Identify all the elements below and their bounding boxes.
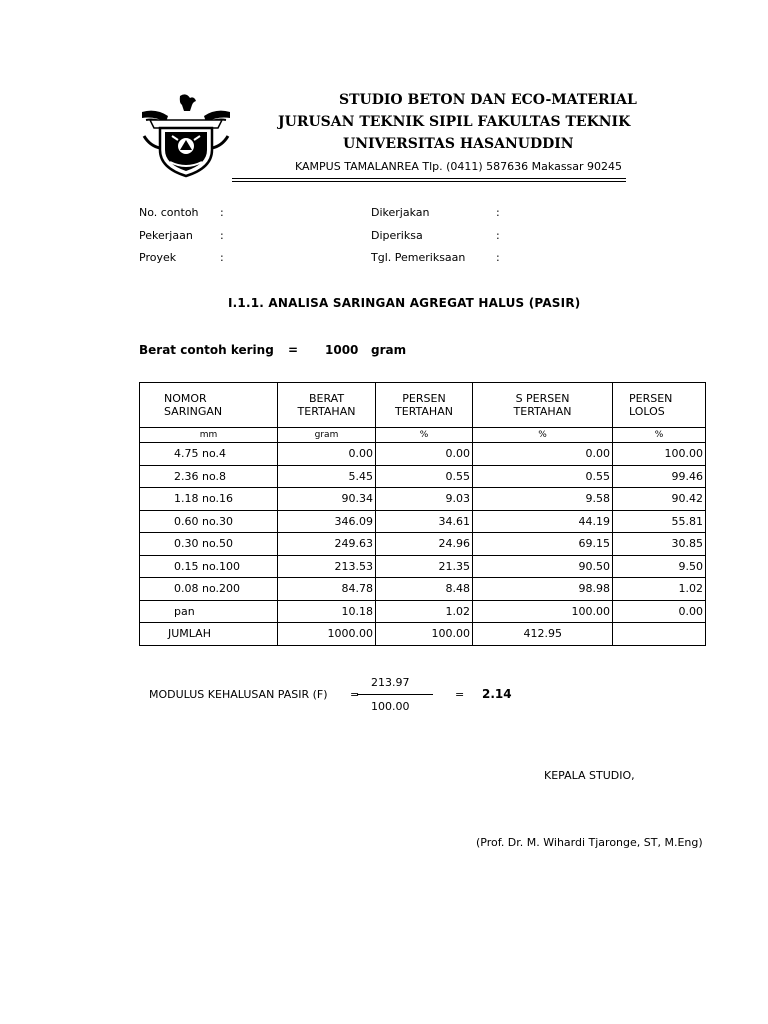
- table-row: [140, 578, 706, 601]
- fineness-modulus-result: 2.14: [482, 687, 512, 701]
- data-cell: 98.98: [473, 578, 613, 601]
- fraction-line: [357, 694, 433, 695]
- table-row: [140, 555, 706, 578]
- data-cell: 9.03: [376, 488, 473, 511]
- data-cell: 5.45: [278, 465, 376, 488]
- signature-name: (Prof. Dr. M. Wihardi Tjaronge, ST, M.Eng): [476, 836, 703, 849]
- table-units-row: [140, 428, 706, 443]
- sieve-analysis-table: [139, 382, 706, 646]
- unit-cell: mm: [140, 428, 278, 443]
- formula-denominator: 100.00: [371, 700, 410, 713]
- header-cell: BERAT TERTAHAN: [278, 383, 376, 428]
- data-cell: 0.55: [473, 465, 613, 488]
- data-cell: 44.19: [473, 510, 613, 533]
- total-cell: 100.00: [376, 623, 473, 646]
- fineness-modulus-label: MODULUS KEHALUSAN PASIR (F): [149, 688, 328, 701]
- field-label-diperiksa: Diperiksa: [371, 229, 423, 242]
- department-name: JURUSAN TEKNIK SIPIL FAKULTAS TEKNIK: [278, 114, 631, 130]
- data-cell: 213.53: [278, 555, 376, 578]
- data-cell: 55.81: [613, 510, 706, 533]
- data-cell: 9.58: [473, 488, 613, 511]
- data-cell: 8.48: [376, 578, 473, 601]
- field-sep: :: [220, 251, 224, 264]
- data-cell: 10.18: [278, 600, 376, 623]
- header-rule: [232, 178, 626, 179]
- total-label-cell: JUMLAH: [140, 623, 278, 646]
- field-label-tgl-pemeriksaan: Tgl. Pemeriksaan: [371, 251, 466, 264]
- sieve-size-cell: 0.30 no.50: [140, 533, 278, 556]
- data-cell: 90.42: [613, 488, 706, 511]
- field-label-dikerjakan: Dikerjakan: [371, 206, 430, 219]
- data-cell: 0.55: [376, 465, 473, 488]
- data-cell: 0.00: [613, 600, 706, 623]
- data-cell: 1.02: [613, 578, 706, 601]
- data-cell: 346.09: [278, 510, 376, 533]
- table-header-row: [140, 383, 706, 428]
- data-cell: 0.00: [473, 443, 613, 466]
- sample-weight-eq: =: [288, 343, 299, 357]
- data-cell: 30.85: [613, 533, 706, 556]
- unit-cell: %: [473, 428, 613, 443]
- sample-weight-value: 1000: [325, 343, 359, 357]
- data-cell: 84.78: [278, 578, 376, 601]
- header-cell: PERSEN TERTAHAN: [376, 383, 473, 428]
- sieve-size-cell: 2.36 no.8: [140, 465, 278, 488]
- sieve-size-cell: 0.15 no.100: [140, 555, 278, 578]
- university-name: UNIVERSITAS HASANUDDIN: [343, 136, 574, 152]
- table-row: [140, 510, 706, 533]
- field-sep: :: [496, 229, 500, 242]
- data-cell: 0.00: [376, 443, 473, 466]
- field-sep: :: [220, 206, 224, 219]
- sample-weight-unit: gram: [371, 343, 407, 357]
- total-cell: 1000.00: [278, 623, 376, 646]
- data-cell: 90.50: [473, 555, 613, 578]
- total-cell: 412.95: [473, 623, 613, 646]
- rooster-crest-icon: [180, 94, 196, 111]
- total-cell: [613, 623, 706, 646]
- header-cell: PERSEN LOLOS: [613, 383, 706, 428]
- data-cell: 90.34: [278, 488, 376, 511]
- table-total-row: [140, 623, 706, 646]
- data-cell: 21.35: [376, 555, 473, 578]
- formula-numerator: 213.97: [371, 676, 410, 689]
- unit-cell: %: [376, 428, 473, 443]
- sieve-size-cell: 1.18 no.16: [140, 488, 278, 511]
- field-label-no-contoh: No. contoh: [139, 206, 199, 219]
- lab-name: STUDIO BETON DAN ECO-MATERIAL: [339, 92, 637, 108]
- data-cell: 0.00: [278, 443, 376, 466]
- unit-cell: %: [613, 428, 706, 443]
- data-cell: 100.00: [473, 600, 613, 623]
- document-title: I.1.1. ANALISA SARINGAN AGREGAT HALUS (PASIR): [228, 296, 581, 310]
- formula-eq: =: [455, 688, 465, 701]
- sieve-size-cell: pan: [140, 600, 278, 623]
- sample-weight-label: Berat contoh kering: [139, 343, 274, 357]
- table-row: [140, 488, 706, 511]
- field-sep: :: [496, 206, 500, 219]
- sieve-size-cell: 0.60 no.30: [140, 510, 278, 533]
- data-cell: 9.50: [613, 555, 706, 578]
- field-label-proyek: Proyek: [139, 251, 177, 264]
- sieve-size-cell: 0.08 no.200: [140, 578, 278, 601]
- field-sep: :: [220, 229, 224, 242]
- formula-eq: =: [350, 688, 360, 701]
- header-rule-thin: [232, 181, 626, 182]
- data-cell: 249.63: [278, 533, 376, 556]
- data-cell: 24.96: [376, 533, 473, 556]
- sieve-size-cell: 4.75 no.4: [140, 443, 278, 466]
- data-cell: 1.02: [376, 600, 473, 623]
- table-row: [140, 465, 706, 488]
- unit-cell: gram: [278, 428, 376, 443]
- header-cell: S PERSEN TERTAHAN: [473, 383, 613, 428]
- signature-title: KEPALA STUDIO,: [544, 769, 635, 782]
- data-cell: 99.46: [613, 465, 706, 488]
- field-sep: :: [496, 251, 500, 264]
- data-cell: 34.61: [376, 510, 473, 533]
- header-cell: NOMOR SARINGAN: [140, 383, 278, 428]
- field-label-pekerjaan: Pekerjaan: [139, 229, 193, 242]
- address: KAMPUS TAMALANREA Tlp. (0411) 587636 Makassar 90245: [295, 160, 623, 173]
- data-cell: 100.00: [613, 443, 706, 466]
- table-row: [140, 600, 706, 623]
- data-cell: 69.15: [473, 533, 613, 556]
- table-row: [140, 443, 706, 466]
- table-row: [140, 533, 706, 556]
- university-seal-logo: [140, 92, 232, 178]
